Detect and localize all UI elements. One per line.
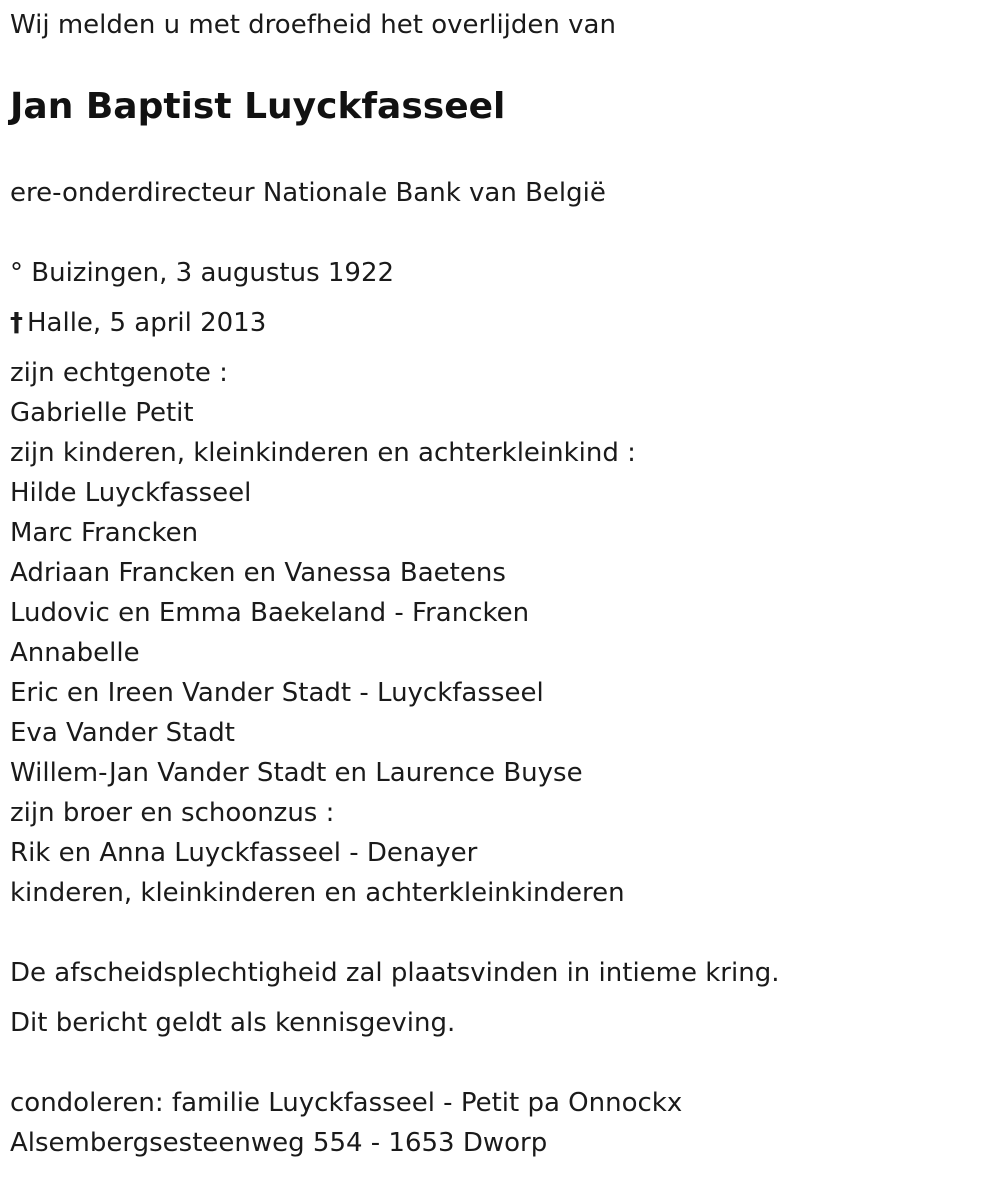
list-item: zijn kinderen, kleinkinderen en achterkleinkind : xyxy=(10,438,636,468)
condolences-block xyxy=(10,1083,682,1163)
list-item: Gabrielle Petit xyxy=(10,398,194,428)
list-item: zijn echtgenote : xyxy=(10,358,228,388)
notice-text: Dit bericht geldt als kennisgeving. xyxy=(10,1008,456,1038)
family-list xyxy=(10,353,636,913)
list-item: Marc Francken xyxy=(10,518,199,548)
deceased-name: Jan Baptist Luyckfasseel xyxy=(10,86,506,127)
ceremony-text: De afscheidsplechtigheid zal plaatsvinden in intieme kring. xyxy=(10,958,780,988)
list-item: Hilde Luyckfasseel xyxy=(10,478,252,508)
list-item: Rik en Anna Luyckfasseel - Denayer xyxy=(10,838,478,868)
death-text: Halle, 5 april 2013 xyxy=(27,308,267,338)
death-line xyxy=(10,303,266,343)
cross-icon: † xyxy=(10,308,23,338)
condolences-address: Alsembergsesteenweg 554 - 1653 Dworp xyxy=(10,1128,548,1158)
list-item: Willem-Jan Vander Stadt en Laurence Buyse xyxy=(10,758,583,788)
birth-symbol: ° xyxy=(10,258,23,288)
list-item: kinderen, kleinkinderen en achterkleinkinderen xyxy=(10,878,625,908)
list-item: Annabelle xyxy=(10,638,140,668)
intro-text: Wij melden u met droefheid het overlijden van xyxy=(10,10,616,40)
birth-line xyxy=(10,253,394,293)
condolences-line: condoleren: familie Luyckfasseel - Petit pa Onnockx xyxy=(10,1088,683,1118)
list-item: Adriaan Francken en Vanessa Baetens xyxy=(10,558,506,588)
deceased-title: ere-onderdirecteur Nationale Bank van België xyxy=(10,178,606,208)
list-item: Eva Vander Stadt xyxy=(10,718,235,748)
list-item: zijn broer en schoonzus : xyxy=(10,798,335,828)
list-item: Eric en Ireen Vander Stadt - Luyckfasseel xyxy=(10,678,544,708)
list-item: Ludovic en Emma Baekeland - Francken xyxy=(10,598,530,628)
birth-text: Buizingen, 3 augustus 1922 xyxy=(31,258,395,288)
